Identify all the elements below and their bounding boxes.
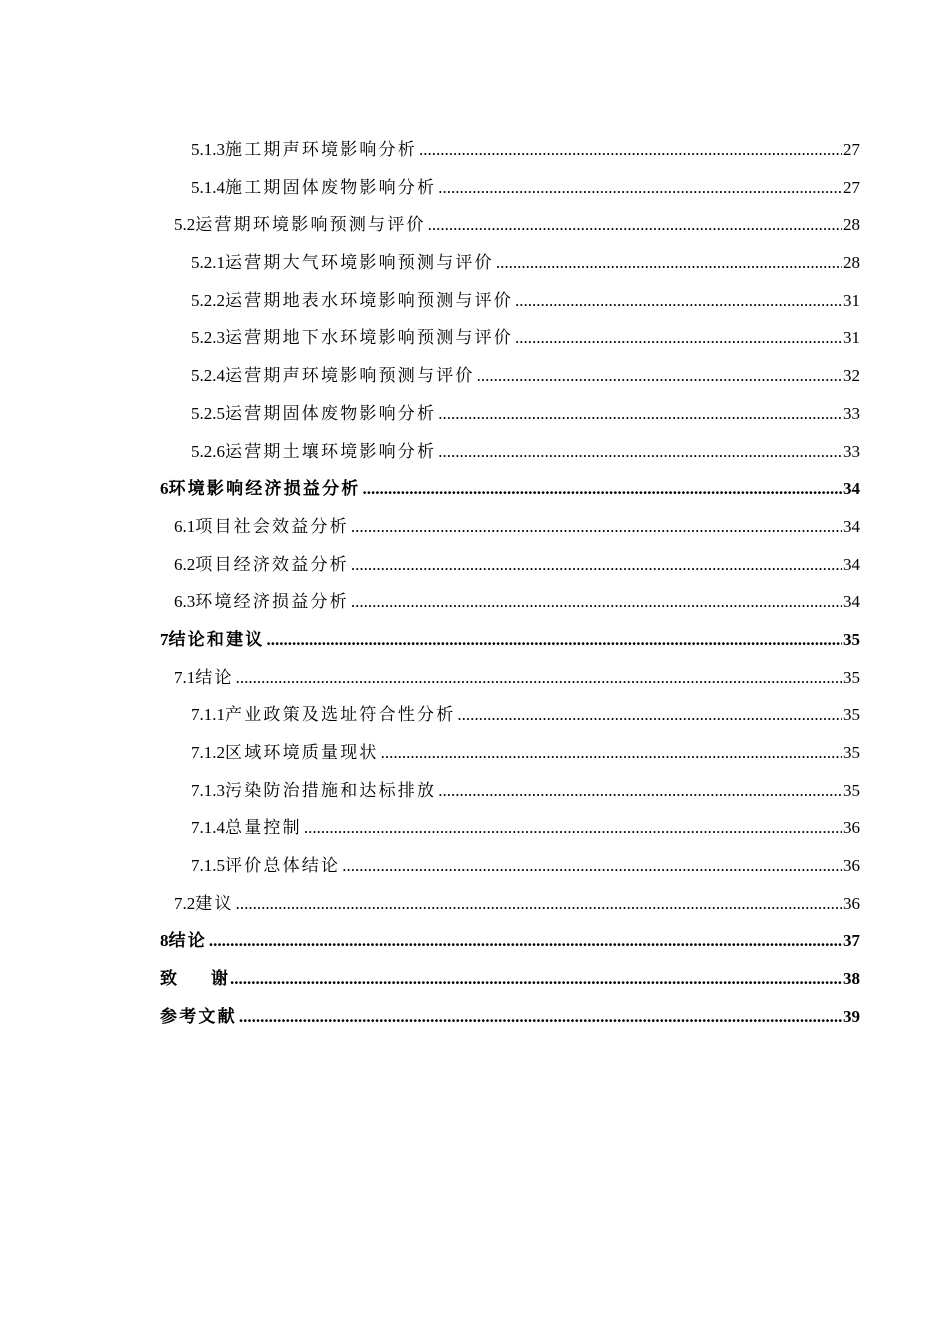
toc-entry-page: 36 [843, 856, 860, 876]
toc-leader-dots [342, 847, 842, 885]
toc-leader-dots [230, 960, 842, 998]
toc-entry-number: 5.2.1 [191, 253, 225, 273]
toc-entry-title: 施工期声环境影响分析 [225, 140, 417, 159]
toc-leader-dots [363, 470, 843, 508]
toc-leader-dots [236, 885, 842, 923]
toc-entry-page: 32 [843, 366, 860, 386]
toc-leader-dots [477, 357, 842, 395]
toc-leader-dots [428, 206, 842, 244]
toc-entry-title: 环境经济损益分析 [195, 592, 349, 612]
toc-entry-number: 6.2 [174, 554, 196, 574]
toc-leader-dots [209, 922, 842, 960]
toc-entry-title: 总量控制 [225, 818, 302, 838]
toc-leader-dots [438, 772, 842, 810]
toc-entry[interactable] [160, 885, 860, 923]
toc-chapter-entry[interactable] [160, 470, 860, 508]
toc-entry-title: 结论 [195, 667, 234, 687]
toc-leader-dots [267, 621, 843, 659]
toc-entry-title: 运营期大气环境影响预测与评价 [225, 253, 494, 273]
toc-entry-page: 34 [843, 479, 860, 499]
toc-entry[interactable] [160, 734, 860, 772]
toc-entry-page: 35 [843, 743, 860, 762]
toc-entry-title: 建议 [195, 893, 234, 913]
toc-entry[interactable] [160, 847, 860, 885]
toc-entry-title: 结论和建议 [168, 629, 265, 649]
toc-entry-page: 35 [843, 705, 860, 725]
toc-chapter-entry[interactable] [160, 998, 860, 1036]
toc-title-char: 谢 [211, 969, 228, 989]
toc-leader-dots [515, 282, 842, 320]
toc-leader-dots [236, 659, 842, 697]
toc-entry-title: 项目社会效益分析 [195, 516, 349, 536]
toc-entry[interactable] [160, 696, 860, 734]
toc-entry-page: 31 [843, 328, 860, 348]
toc-leader-dots [304, 809, 842, 847]
toc-entry-page: 34 [843, 516, 860, 536]
toc-entry[interactable] [160, 244, 860, 282]
toc-leader-dots [351, 546, 842, 584]
toc-entry-number: 5.1.4 [191, 177, 225, 197]
toc-entry-number: 5.1.3 [191, 140, 225, 159]
toc-leader-dots [438, 395, 842, 433]
toc-entry-page: 39 [843, 1006, 860, 1026]
toc-entry-number: 7 [160, 629, 169, 649]
toc-entry-title: 项目经济效益分析 [195, 554, 349, 574]
toc-entry-number: 7.1 [174, 667, 196, 687]
toc-leader-dots [457, 696, 842, 734]
toc-entry-page: 35 [843, 780, 860, 800]
toc-entry[interactable] [160, 508, 860, 546]
toc-entry[interactable] [160, 206, 860, 244]
toc-entry-title: 区域环境质量现状 [225, 743, 379, 762]
toc-entry-title: 运营期土壤环境影响分析 [225, 441, 437, 461]
toc-entry[interactable] [160, 772, 860, 810]
toc-leader-dots [239, 998, 842, 1036]
toc-leader-dots [438, 169, 842, 207]
toc-entry-page: 31 [843, 290, 860, 310]
toc-entry[interactable] [160, 659, 860, 697]
toc-entry[interactable] [160, 131, 860, 169]
toc-leader-dots [381, 734, 842, 772]
toc-entry[interactable] [160, 282, 860, 320]
toc-entry-page: 27 [843, 177, 860, 197]
toc-entry-page: 34 [843, 554, 860, 574]
toc-leader-dots [419, 131, 842, 169]
toc-entry[interactable] [160, 433, 860, 471]
toc-entry-page: 34 [843, 592, 860, 612]
toc-entry-number: 7.1.1 [191, 705, 225, 725]
toc-chapter-entry[interactable] [160, 621, 860, 659]
toc-leader-dots [515, 319, 842, 357]
toc-entry-title: 运营期地表水环境影响预测与评价 [225, 290, 513, 310]
toc-title-char: 致 [160, 969, 177, 989]
toc-entry-number: 7.1.5 [191, 856, 225, 876]
toc-leader-dots [438, 433, 842, 471]
toc-entry-number: 6.1 [174, 516, 196, 536]
toc-entry[interactable] [160, 357, 860, 395]
toc-entry-number: 6.3 [174, 592, 196, 612]
toc-entry-number: 5.2.2 [191, 290, 225, 310]
toc-chapter-entry[interactable] [160, 960, 860, 998]
toc-entry-number: 5.2 [174, 215, 196, 235]
toc-entry-number: 6 [160, 479, 169, 499]
toc-entry-title: 运营期地下水环境影响预测与评价 [225, 328, 513, 348]
toc-entry-number: 5.2.3 [191, 328, 225, 348]
toc-entry[interactable] [160, 546, 860, 584]
toc-chapter-entry[interactable] [160, 922, 860, 960]
toc-entry-title: 污染防治措施和达标排放 [225, 780, 437, 800]
toc-leader-dots [351, 508, 842, 546]
toc-entry-number: 8 [160, 931, 169, 951]
toc-entry-number: 5.2.6 [191, 441, 225, 461]
toc-entry-page: 28 [843, 253, 860, 273]
toc-entry-page: 36 [843, 893, 860, 913]
toc-entry-number: 7.2 [174, 893, 196, 913]
toc-entry-page: 38 [843, 969, 860, 989]
toc-leader-dots [496, 244, 842, 282]
toc-entry-number: 5.2.4 [191, 366, 225, 386]
toc-entry-title: 产业政策及选址符合性分析 [225, 705, 456, 725]
toc-entry[interactable] [160, 319, 860, 357]
toc-entry-title: 结论 [168, 931, 207, 951]
toc-entry-page: 28 [843, 215, 860, 235]
toc-entry-title: 评价总体结论 [225, 856, 341, 876]
table-of-contents [160, 131, 860, 1036]
toc-entry-page: 33 [843, 403, 860, 423]
toc-entry-title: 运营期固体废物影响分析 [225, 403, 437, 423]
toc-entry[interactable] [160, 395, 860, 433]
toc-entry-page: 37 [843, 931, 860, 951]
toc-entry-title: 运营期声环境影响预测与评价 [225, 366, 475, 386]
toc-entry-number: 5.2.5 [191, 403, 225, 423]
toc-entry[interactable] [160, 809, 860, 847]
toc-entry-page: 27 [843, 140, 860, 159]
toc-entry-title: 运营期环境影响预测与评价 [195, 215, 426, 235]
toc-entry-title: 参考文献 [160, 1006, 237, 1026]
toc-entry-title: 环境影响经济损益分析 [168, 479, 361, 499]
toc-entry-title: 施工期固体废物影响分析 [225, 177, 437, 197]
toc-leader-dots [351, 583, 842, 621]
toc-entry-page: 36 [843, 818, 860, 838]
toc-entry-page: 33 [843, 441, 860, 461]
toc-entry-number: 7.1.3 [191, 780, 225, 800]
toc-entry-page: 35 [843, 629, 860, 649]
toc-entry-number: 7.1.2 [191, 743, 225, 762]
toc-entry[interactable] [160, 583, 860, 621]
toc-entry-number: 7.1.4 [191, 818, 225, 838]
toc-entry-title [160, 960, 228, 998]
toc-entry[interactable] [160, 169, 860, 207]
toc-entry-page: 35 [843, 667, 860, 687]
